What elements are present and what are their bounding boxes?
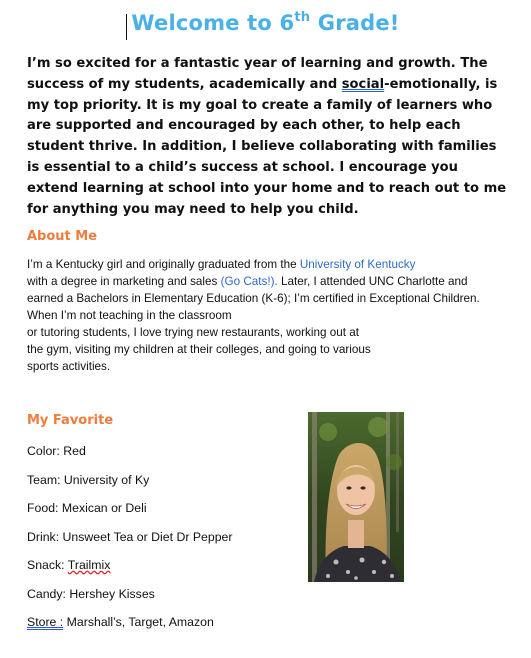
favorite-color: Color: Red xyxy=(27,444,86,458)
page-title: Welcome to 6th Grade! xyxy=(131,10,400,35)
favorite-team: Team: University of Ky xyxy=(27,473,150,487)
grammar-flagged-word: social xyxy=(341,76,385,92)
teacher-photo xyxy=(308,412,404,582)
my-favorite-heading: My Favorite xyxy=(27,413,114,428)
favorite-candy: Candy: Hershey Kisses xyxy=(27,587,155,601)
university-link-text: University of Kentucky xyxy=(299,258,416,271)
intro-paragraph: I’m so excited for a fantastic year of learning and growth. The success of my students, academically and social-emotionally, is my top priority. It is my goal to create a family of learners who are supported and encouraged by each other, to help each student thrive. In addition, I believe collaborating with families is essential to a child’s success at school. I encourage you extend learning at school into your home and to reach out to me for anything you may need to help you child. xyxy=(27,56,507,217)
go-cats-text: (Go Cats!). xyxy=(220,275,278,288)
favorite-store: Store : Marshall’s, Target, Amazon xyxy=(27,615,214,629)
spelling-flagged-word: Trailmix xyxy=(67,558,111,572)
text-cursor xyxy=(126,14,127,40)
favorite-food: Food: Mexican or Deli xyxy=(27,501,147,515)
about-me-paragraph: I’m a Kentucky girl and originally graduated from the University of Kentucky with a degree in marketing and sales (Go Cats!). Later, I attended UNC Charlotte and earned a Bachelors in Elementary Education (K-6); I’m certified in Exceptional Children. When I’m not teaching in the classroom or tutoring students, I love trying new restaurants, working out at the gym, visiting my children at their colleges, and going to various sports activities. xyxy=(27,258,480,373)
about-me-heading: About Me xyxy=(27,229,98,244)
favorite-drink: Drink: Unsweet Tea or Diet Dr Pepper xyxy=(27,530,233,544)
favorite-snack: Snack: Trailmix xyxy=(27,558,111,572)
